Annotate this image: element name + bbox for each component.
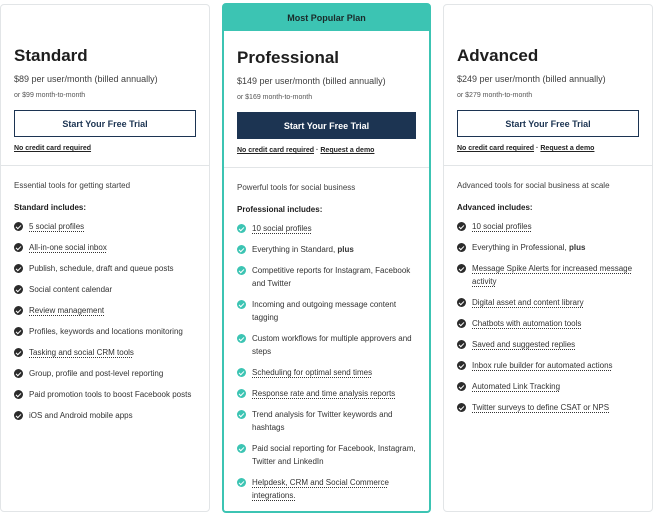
feature-text: Profiles, keywords and locations monitoring [29, 327, 183, 336]
feature-item[interactable] [457, 380, 639, 393]
start-free-trial-button[interactable]: Start Your Free Trial [457, 110, 639, 137]
check-circle-icon [457, 243, 466, 252]
feature-item [14, 367, 196, 380]
check-circle-icon [237, 266, 246, 275]
feature-item [237, 243, 416, 256]
check-circle-icon [457, 222, 466, 231]
plan-monthly-price: or $99 month-to-month [14, 92, 86, 99]
feature-text: Custom workflows for multiple approvers and steps [252, 334, 412, 356]
feature-item[interactable] [457, 401, 639, 414]
check-circle-icon [14, 243, 23, 252]
check-circle-icon [237, 444, 246, 453]
feature-item [237, 264, 416, 290]
check-circle-icon [14, 285, 23, 294]
feature-text: Scheduling for optimal send times [252, 368, 373, 377]
check-circle-icon [457, 382, 466, 391]
no-credit-card-link[interactable]: No credit card required [14, 145, 92, 152]
includes-heading: Advanced includes: [457, 203, 533, 212]
no-credit-card-link[interactable]: No credit card required [237, 147, 315, 154]
cta-links [457, 144, 639, 154]
feature-item [14, 325, 196, 338]
feature-bold-suffix: plus [337, 245, 354, 254]
feature-text: Paid social reporting for Facebook, Instagram, Twitter and LinkedIn [252, 444, 416, 466]
feature-item [14, 388, 196, 401]
feature-item[interactable] [457, 359, 639, 372]
feature-text: Saved and suggested replies [472, 340, 576, 349]
request-demo-link[interactable]: Request a demo [540, 145, 595, 152]
feature-text: Digital asset and content library [472, 298, 584, 307]
check-circle-icon [14, 390, 23, 399]
feature-text: All-in-one social inbox [29, 243, 107, 252]
cta-links [237, 146, 416, 156]
plan-tagline: Powerful tools for social business [237, 183, 356, 192]
start-free-trial-button[interactable]: Start Your Free Trial [237, 112, 416, 139]
feature-text: Everything in Professional, plus [472, 243, 586, 252]
check-circle-icon [14, 327, 23, 336]
feature-list [237, 222, 416, 502]
feature-item[interactable] [237, 387, 416, 400]
check-circle-icon [457, 319, 466, 328]
link-separator: · [316, 147, 319, 154]
check-circle-icon [237, 478, 246, 487]
plan-card-professional [222, 3, 431, 513]
feature-item[interactable] [457, 338, 639, 351]
feature-text: Paid promotion tools to boost Facebook posts [29, 390, 192, 399]
feature-item[interactable] [14, 346, 196, 359]
check-circle-icon [14, 369, 23, 378]
includes-heading: Professional includes: [237, 205, 323, 214]
check-circle-icon [14, 264, 23, 273]
feature-text: Review management [29, 306, 105, 315]
check-circle-icon [237, 410, 246, 419]
no-credit-card-link[interactable]: No credit card required [457, 145, 535, 152]
feature-item[interactable] [457, 317, 639, 330]
plan-monthly-price: or $169 month-to-month [237, 94, 313, 101]
plan-card-standard [0, 4, 210, 512]
feature-text: Publish, schedule, draft and queue posts [29, 264, 174, 273]
check-circle-icon [14, 411, 23, 420]
check-circle-icon [14, 222, 23, 231]
plan-name: Advanced [457, 46, 539, 65]
feature-item [14, 409, 196, 422]
check-circle-icon [237, 389, 246, 398]
plan-monthly-price: or $279 month-to-month [457, 92, 533, 99]
check-circle-icon [237, 300, 246, 309]
feature-item [237, 298, 416, 324]
includes-heading: Standard includes: [14, 203, 87, 212]
feature-item [14, 283, 196, 296]
plan-tagline: Advanced tools for social business at scale [457, 181, 610, 190]
feature-list [457, 220, 639, 414]
check-circle-icon [237, 224, 246, 233]
check-circle-icon [14, 348, 23, 357]
plan-tagline: Essential tools for getting started [14, 181, 131, 190]
feature-text: 5 social profiles [29, 222, 85, 231]
feature-text: Everything in Standard, plus [252, 245, 354, 254]
feature-item[interactable] [237, 476, 416, 502]
feature-item [237, 442, 416, 468]
feature-item[interactable] [237, 222, 416, 235]
feature-text: Automated Link Tracking [472, 382, 561, 391]
plan-name: Standard [14, 46, 88, 65]
feature-text: Inbox rule builder for automated actions [472, 361, 613, 370]
feature-item[interactable] [14, 304, 196, 317]
feature-item [457, 241, 639, 254]
feature-text: 10 social profiles [252, 224, 312, 233]
feature-text: Competitive reports for Instagram, Facebook and Twitter [252, 266, 411, 288]
feature-item[interactable] [237, 366, 416, 379]
feature-text: Trend analysis for Twitter keywords and hashtags [252, 410, 393, 432]
feature-item[interactable] [14, 220, 196, 233]
check-circle-icon [457, 264, 466, 273]
feature-bold-suffix: plus [568, 243, 586, 252]
feature-text: Helpdesk, CRM and Social Commerce integrations. [252, 478, 389, 500]
feature-text: Twitter surveys to define CSAT or NPS [472, 403, 610, 412]
request-demo-link[interactable]: Request a demo [320, 147, 375, 154]
check-circle-icon [237, 368, 246, 377]
feature-text: Social content calendar [29, 285, 113, 294]
feature-text: Group, profile and post-level reporting [29, 369, 164, 378]
feature-item[interactable] [14, 241, 196, 254]
plan-price: $149 per user/month (billed annually) [237, 76, 386, 86]
feature-item [237, 408, 416, 434]
feature-item[interactable] [457, 296, 639, 309]
check-circle-icon [457, 340, 466, 349]
feature-text: Message Spike Alerts for increased message activity [472, 264, 633, 286]
feature-text: iOS and Android mobile apps [29, 411, 133, 420]
feature-text: Response rate and time analysis reports [252, 389, 396, 398]
check-circle-icon [457, 298, 466, 307]
feature-item[interactable] [457, 220, 639, 233]
link-separator: · [536, 145, 539, 152]
plan-price: $249 per user/month (billed annually) [457, 74, 606, 84]
check-circle-icon [237, 245, 246, 254]
check-circle-icon [457, 403, 466, 412]
feature-item [237, 332, 416, 358]
cta-links [14, 144, 196, 154]
start-free-trial-button[interactable]: Start Your Free Trial [14, 110, 196, 137]
feature-text: 10 social profiles [472, 222, 532, 231]
plan-name: Professional [237, 48, 340, 67]
plan-price: $89 per user/month (billed annually) [14, 74, 158, 84]
feature-item [14, 262, 196, 275]
feature-list [14, 220, 196, 422]
most-popular-banner: Most Popular Plan [224, 5, 429, 31]
check-circle-icon [237, 334, 246, 343]
plan-card-advanced [443, 4, 653, 512]
check-circle-icon [14, 306, 23, 315]
check-circle-icon [457, 361, 466, 370]
feature-text: Chatbots with automation tools [472, 319, 582, 328]
feature-item[interactable] [457, 262, 639, 288]
feature-text: Incoming and outgoing message content tagging [252, 300, 397, 322]
feature-text: Tasking and social CRM tools [29, 348, 134, 357]
